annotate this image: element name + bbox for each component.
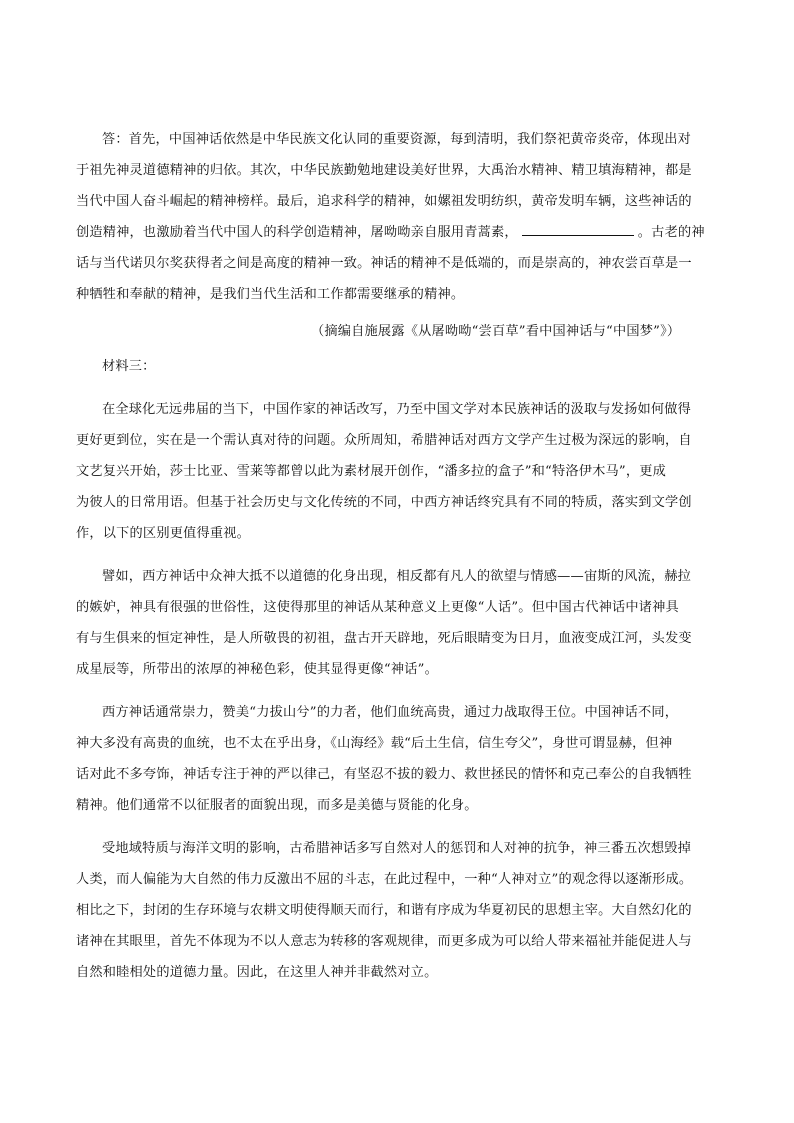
material-label: 材料三： [102, 359, 156, 374]
text-line: 精神。他们通常不以征服者的面貌出现，而多是美德与贤能的化身。 [76, 798, 478, 813]
text-line: 诸神在其眼里，首先不体现为不以人意志为转移的客观规律，而更多成为可以给人带来福祉并能促进人与 [76, 934, 692, 949]
source-citation: （摘编自施展露《从屠呦呦“尝百草”看中国神话与“中国梦”》） [311, 324, 681, 339]
text-segment: 创造精神，也激励着当代中国人的科学创造精神，屠呦呦亲自服用青蒿素， [76, 225, 518, 240]
text-line: 为彼人的日常用语。但基于社会历史与文化传统的不同，中西方神话终究具有不同的特质，落实到文学创 [76, 495, 692, 510]
text-line: 西方神话通常崇力，赞美“力拔山兮”的力者，他们血统高贵，通过力战取得王位。中国神话不同， [102, 705, 679, 720]
text-line: 的嫉妒，神具有很强的世俗性，这使得那里的神话从某种意义上更像“人话”。但中国古代神话中诸神具 [76, 600, 679, 615]
text-line: 成星辰等，所带出的浓厚的神秘色彩，使其显得更像“神话”。 [76, 662, 438, 677]
text-line: 譬如，西方神话中众神大抵不以道德的化身出现，相反都有凡人的欲望与情感——宙斯的风流，赫拉 [102, 569, 692, 584]
text-line: 于祖先神灵道德精神的归依。其次，中华民族勤勉地建设美好世界，大禹治水精神、精卫填海精神，都是 [76, 163, 692, 178]
text-line: 作，以下的区别更值得重视。 [76, 526, 251, 541]
text-line: 在全球化无远弗届的当下，中国作家的神话改写，乃至中国文学对本民族神话的汲取与发扬如何做得 [102, 402, 692, 417]
text-line: 有与生俱来的恒定神性，是人所敬畏的初祖，盘古开天辟地，死后眼睛变为日月，血液变成江河，头发变 [76, 631, 692, 646]
text-line: 更好更到位，实在是一个需认真对待的问题。众所周知，希腊神话对西方文学产生过极为深远的影响，自 [76, 433, 692, 448]
text-line: 种牺牲和奉献的精神，是我们当代生活和工作都需要继承的精神。 [76, 287, 465, 302]
text-line: 话与当代诺贝尔奖获得者之间是高度的精神一致。神话的精神不是低端的，而是崇高的，神农尝百草是一 [76, 256, 692, 271]
text-line: 文艺复兴开始，莎士比亚、雪莱等都曾以此为素材展开创作，“潘多拉的盒子”和“特洛伊木马”，更成 [76, 464, 667, 479]
text-line-with-blank [76, 224, 705, 242]
text-line: 人类，而人偏能为大自然的伟力反激出不屈的斗志，在此过程中，一种“人神对立”的观念得以逐渐形成。 [76, 872, 693, 887]
text-line: 答：首先，中国神话依然是中华民族文化认同的重要资源，每到清明，我们祭祀黄帝炎帝，体现出对 [102, 132, 692, 147]
fill-in-blank [522, 234, 634, 236]
text-line: 话对此不多夸饰，神话专注于神的严以律己，有坚忍不拔的毅力、救世拯民的情怀和克己奉公的自我牺牲 [76, 767, 692, 782]
text-line: 受地域特质与海洋文明的影响，古希腊神话多写自然对人的惩罚和人对神的抗争，神三番五次想毁掉 [102, 841, 692, 856]
text-line: 相比之下，封闭的生存环境与农耕文明使得顺天而行，和谐有序成为华夏初民的思想主宰。大自然幻化的 [76, 903, 692, 918]
text-line: 自然和睦相处的道德力量。因此，在这里人神并非截然对立。 [76, 965, 438, 980]
text-line: 当代中国人奋斗崛起的精神榜样。最后，追求科学的精神，如嫘祖发明纺织，黄帝发明车辆，这些神话的 [76, 194, 692, 209]
text-line: 神大多没有高贵的血统，也不太在乎出身，《山海经》载“后土生信，信生夸父”，身世可谓显赫，但神 [76, 736, 673, 751]
text-segment: 。古老的神 [637, 225, 705, 240]
